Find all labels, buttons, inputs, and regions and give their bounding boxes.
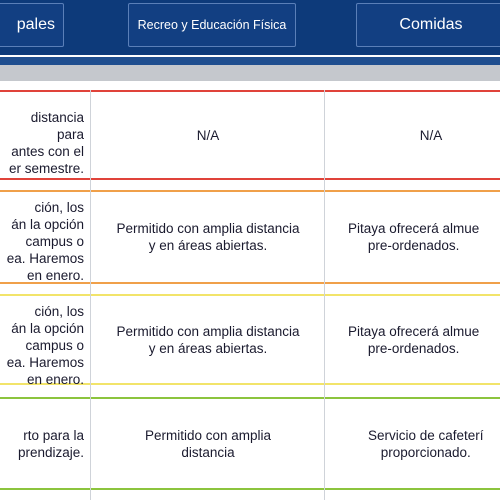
row1-col2-cell [92,92,324,178]
column-divider [324,90,325,500]
row3-col2-cell [92,296,324,383]
row4-col2-cell [92,399,324,488]
cell-text: ción, los án la opción campus o ea. Haremos en enero. [6,304,84,387]
cell-text: Pitaya ofrecerá almue pre-ordenados. [348,221,480,253]
cell-text: Permitido con amplia distancia y en áreas abiertas. [116,221,300,253]
header-bar [0,0,500,55]
tab-comidas[interactable] [356,3,500,47]
column-divider [90,90,91,500]
row3-col1-cell [0,303,84,388]
cell-text: ción, los án la opción campus o ea. Haremos en enero. [6,200,84,283]
cell-text: distancia para antes con el er semestre. [8,110,84,176]
gray-separator-bar [0,65,500,81]
row2-col1-cell [0,199,84,284]
row-border-green [0,488,500,490]
tab-principales[interactable] [0,3,64,47]
cell-text: Permitido con amplia distancia y en áreas abiertas. [116,323,300,356]
cell-text: Permitido con amplia distancia [144,427,272,460]
cell-text: N/A [419,127,443,143]
row4-col3-cell [326,399,500,488]
cell-text: N/A [196,127,220,143]
header-divider-strip [0,57,500,65]
row-border-red [0,178,500,180]
cell-text: Servicio de cafeterí proporcionado. [368,427,484,460]
tab-label: pales [16,16,55,33]
row4-col1-cell [0,427,84,461]
row3-col3-cell [326,296,500,383]
row1-col3-cell [326,92,500,178]
cell-text: rto para la prendizaje. [17,428,84,460]
tab-label: Comidas [399,16,463,33]
tab-recreo-educacion-fisica[interactable] [128,3,296,47]
tab-label: Recreo y Educación Física [137,18,287,32]
cell-text: Pitaya ofrecerá almue pre-ordenados. [348,323,480,356]
row1-col1-cell [0,109,84,177]
row2-col3-cell [326,192,500,282]
row2-col2-cell [92,192,324,282]
